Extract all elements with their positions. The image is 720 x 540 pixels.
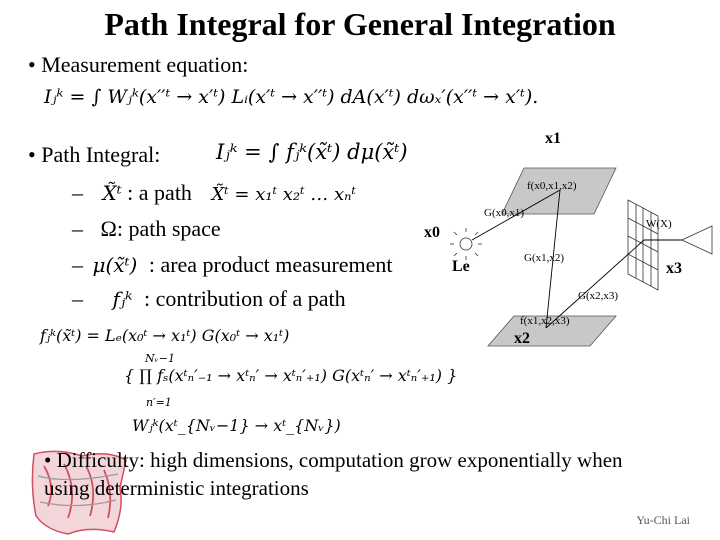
sensor-grid [628,200,658,290]
sub-text: : a path [127,180,192,205]
sub-item-measure [72,252,393,278]
sub-text: : area product measurement [148,252,393,277]
sub-item-path [72,180,356,206]
sub-item-path-space [72,216,221,242]
product-line: { ∏ fₛ(xᵗₙ′₋₁ → xᵗₙ′ → xᵗₙ′₊₁) G(xᵗₙ′ → xᵗₙ′₊₁) } [124,366,458,385]
light-source-icon [450,228,482,260]
path-symbol: X̃ᵗ [102,181,122,205]
path-vector: X̃ᵗ = x₁ᵗ x₂ᵗ … xₙᵗ [211,184,356,205]
product-upper-limit: Nᵥ−1 [145,352,175,365]
sub-text: Ω: path space [100,216,221,241]
sub-dash: – [72,286,83,311]
sub-dash: – [72,252,83,277]
sub-dash: – [72,180,83,205]
contribution-symbol: fⱼᵏ [112,287,133,311]
light-path-diagram [420,120,720,360]
difficulty-text: • Difficulty: high dimensions, computation grow exponentially when using deterministic integrations [44,448,623,500]
product-lower-limit: n′=1 [146,396,172,409]
sub-item-contribution [72,286,346,312]
contribution-line-1: fⱼᵏ(x̃ᵗ) = Lₑ(x₀ᵗ → x₁ᵗ) G(x₀ᵗ → x₁ᵗ) [40,326,290,345]
label-g12: G(x1,x2) [524,252,565,264]
label-x3: x3 [666,260,682,277]
sub-text: : contribution of a path [143,286,346,311]
measure-symbol: μ(x̃ᵗ) [92,253,138,277]
label-x2: x2 [514,330,530,347]
label-le: Le [452,258,470,275]
bullet-path-integral: • Path Integral: [28,142,161,167]
label-f012: f(x0,x1,x2) [527,180,577,192]
path-integral-equation: Iⱼᵏ = ∫ fⱼᵏ(x̃ᵗ) dμ(x̃ᵗ) [216,140,408,164]
label-x1: x1 [545,130,561,147]
label-g23: G(x2,x3) [578,290,619,302]
contribution-line-3: Wⱼᵏ(xᵗ_{Nᵥ−1} → xᵗ_{Nᵥ}) [132,416,341,435]
sub-dash: – [72,216,83,241]
slide-title: Path Integral for General Integration [104,6,616,42]
label-f123: f(x1,x2,x3) [520,315,570,327]
label-w: W(X) [646,218,672,230]
bullet-measurement: • Measurement equation: [28,52,249,77]
label-x0: x0 [424,224,440,241]
author-footer: Yu-Chi Lai [636,513,690,527]
eye-icon [682,226,712,254]
label-g01: G(x0,x1) [484,207,525,219]
measurement-equation: Iⱼᵏ = ∫ Wⱼᵏ(x′′ᵗ → x′ᵗ) Lᵢ(x′ᵗ → x′′ᵗ) dA(x′ᵗ) dωₓ′(x′′ᵗ → x′ᵗ). [44,86,539,108]
